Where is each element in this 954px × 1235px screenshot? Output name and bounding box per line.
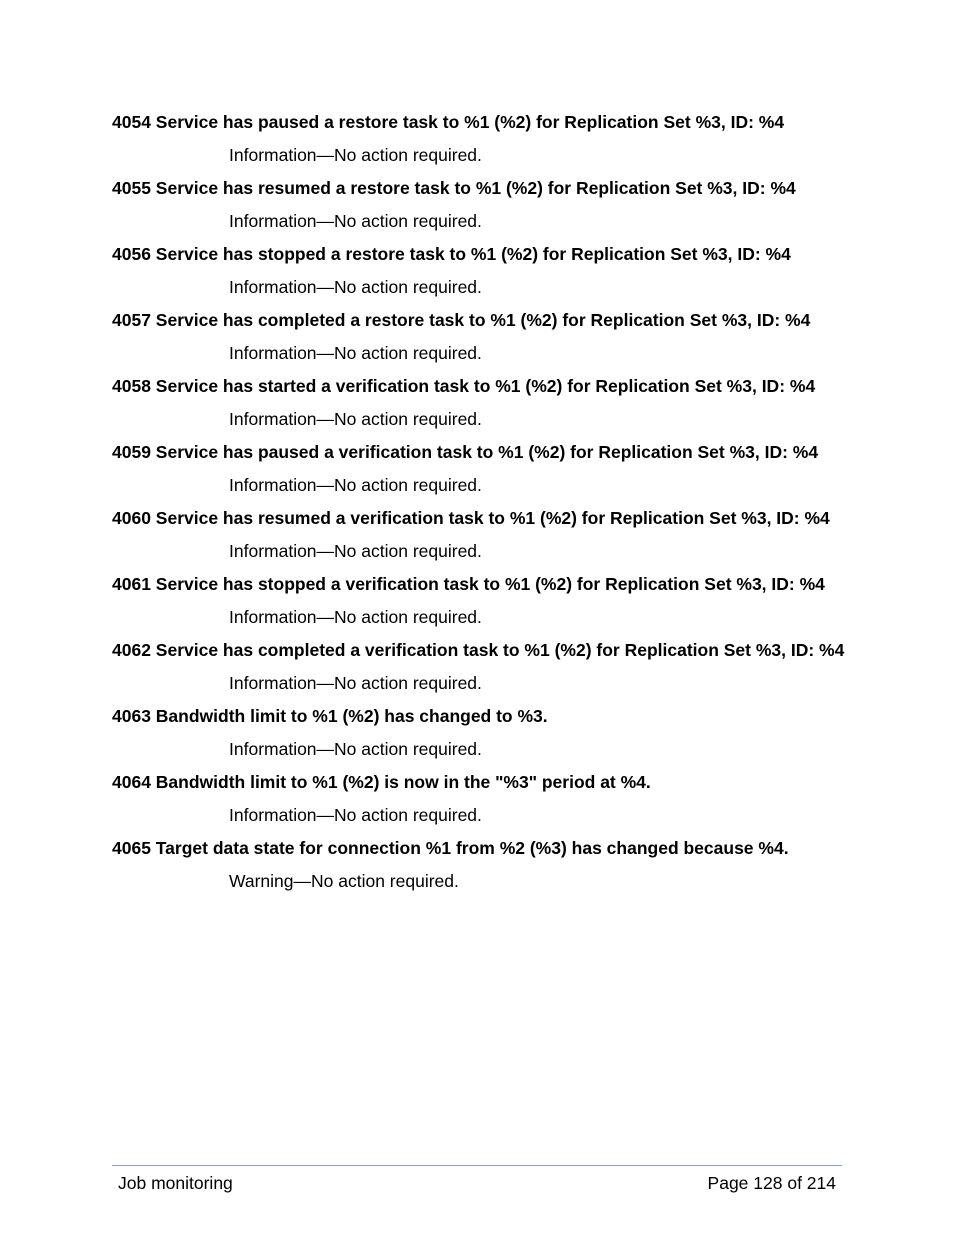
message-heading: 4062 Service has completed a verification task to %1 (%2) for Replication Set %3, ID: %4	[112, 640, 845, 660]
message-heading: 4056 Service has stopped a restore task to %1 (%2) for Replication Set %3, ID: %4	[112, 244, 791, 264]
message-heading: 4061 Service has stopped a verification task to %1 (%2) for Replication Set %3, ID: %4	[112, 574, 825, 594]
message-description: Information—No action required.	[229, 805, 482, 825]
message-description: Information—No action required.	[229, 145, 482, 165]
message-description: Warning—No action required.	[229, 871, 459, 891]
message-heading: 4057 Service has completed a restore task to %1 (%2) for Replication Set %3, ID: %4	[112, 310, 811, 330]
message-entry-4065	[112, 837, 847, 893]
message-entry-4056	[112, 243, 847, 299]
message-entry-4060	[112, 507, 847, 563]
message-entry-4063	[112, 705, 847, 761]
message-description: Information—No action required.	[229, 409, 482, 429]
message-heading: 4065 Target data state for connection %1 from %2 (%3) has changed because %4.	[112, 838, 789, 858]
message-heading: 4064 Bandwidth limit to %1 (%2) is now in the "%3" period at %4.	[112, 772, 651, 792]
message-description: Information—No action required.	[229, 475, 482, 495]
message-description: Information—No action required.	[229, 673, 482, 693]
message-description: Information—No action required.	[229, 607, 482, 627]
message-entry-4064	[112, 771, 847, 827]
page-footer	[112, 1165, 842, 1193]
document-body	[112, 111, 847, 903]
message-entry-4054	[112, 111, 847, 167]
message-description: Information—No action required.	[229, 739, 482, 759]
message-entry-4055	[112, 177, 847, 233]
message-description: Information—No action required.	[229, 541, 482, 561]
message-entry-4061	[112, 573, 847, 629]
message-entry-4062	[112, 639, 847, 695]
message-entry-4059	[112, 441, 847, 497]
message-heading: 4054 Service has paused a restore task to %1 (%2) for Replication Set %3, ID: %4	[112, 112, 785, 132]
message-heading: 4058 Service has started a verification task to %1 (%2) for Replication Set %3, ID: %4	[112, 376, 816, 396]
message-heading: 4059 Service has paused a verification task to %1 (%2) for Replication Set %3, ID: %4	[112, 442, 819, 462]
footer-section-title: Job monitoring	[118, 1173, 233, 1193]
message-description: Information—No action required.	[229, 343, 482, 363]
message-heading: 4060 Service has resumed a verification task to %1 (%2) for Replication Set %3, ID: %4	[112, 508, 830, 528]
message-description: Information—No action required.	[229, 211, 482, 231]
footer-page-number: Page 128 of 214	[707, 1173, 836, 1193]
message-heading: 4055 Service has resumed a restore task to %1 (%2) for Replication Set %3, ID: %4	[112, 178, 796, 198]
message-entry-4058	[112, 375, 847, 431]
message-entry-4057	[112, 309, 847, 365]
message-heading: 4063 Bandwidth limit to %1 (%2) has changed to %3.	[112, 706, 548, 726]
message-description: Information—No action required.	[229, 277, 482, 297]
